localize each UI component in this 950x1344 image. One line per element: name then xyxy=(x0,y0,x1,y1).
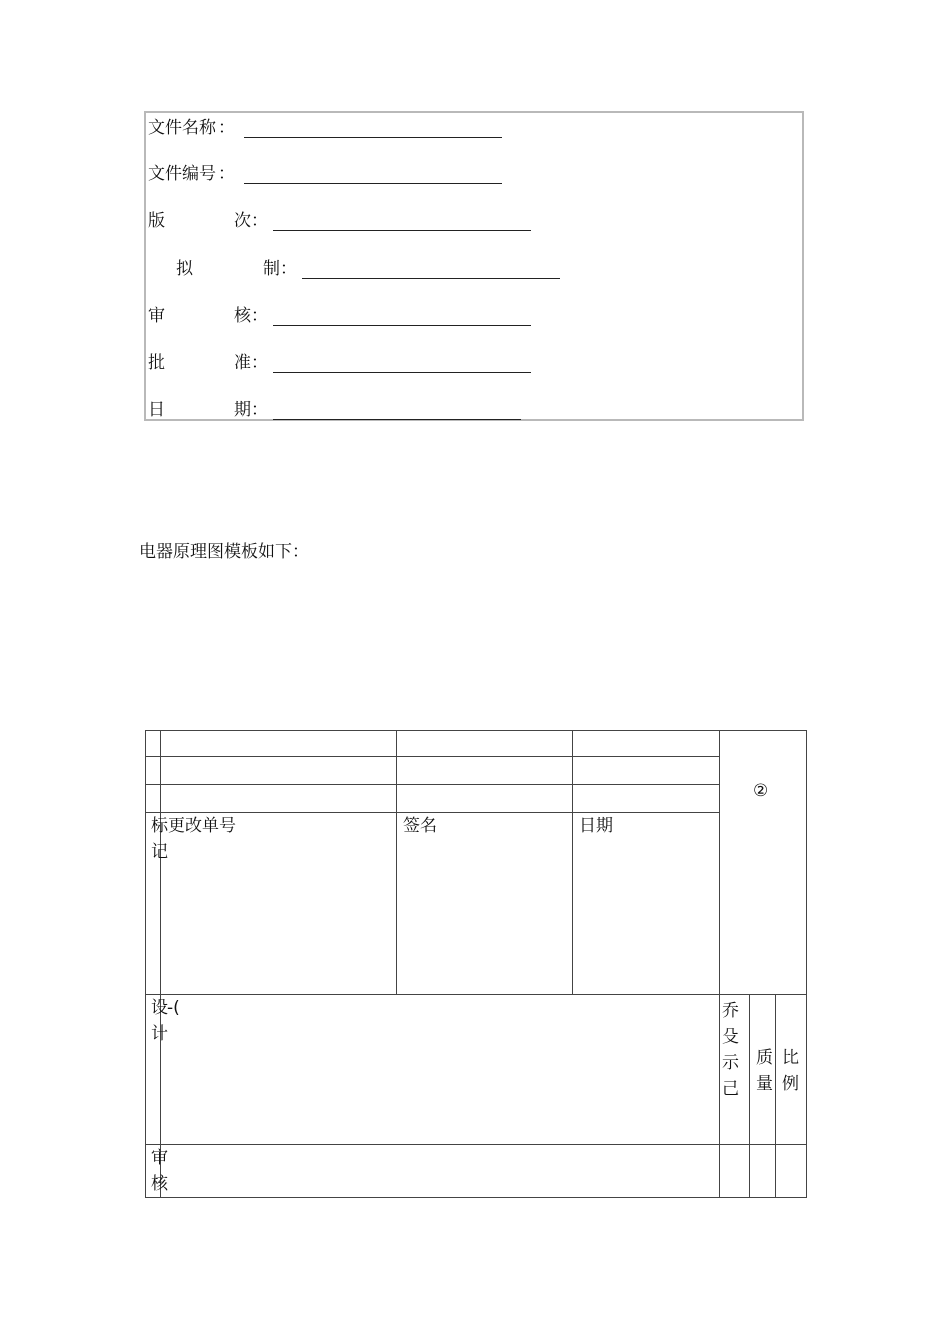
table-border-top xyxy=(145,730,807,731)
table-border-left xyxy=(145,730,146,1198)
header-signature: 签名 xyxy=(403,816,437,836)
design-label-b: 计 xyxy=(151,1024,168,1044)
review-row-label-a: 审 xyxy=(151,1148,168,1168)
review-label-a: 审 xyxy=(148,306,165,326)
table-col-line xyxy=(749,994,750,1198)
file-name-field xyxy=(148,115,788,141)
header-date: 日期 xyxy=(579,816,613,836)
file-number-label: 文件编号 xyxy=(148,164,216,184)
design-mark: -( xyxy=(167,998,180,1018)
table-row-line xyxy=(145,1144,807,1145)
review-colon: ： xyxy=(251,306,268,326)
version-label-b: 次 xyxy=(234,211,251,231)
table-row-line xyxy=(145,994,807,995)
stage-mark-vertical: 乔殳示己 xyxy=(722,1001,739,1099)
file-name-label: 文件名称 xyxy=(148,118,216,138)
drafted-by-field xyxy=(148,256,788,282)
table-col-line xyxy=(396,730,397,994)
approve-line[interactable] xyxy=(273,372,531,373)
weight-label-a: 质 xyxy=(756,1048,773,1068)
version-field xyxy=(148,208,788,234)
header-change-number: 更改单号 xyxy=(168,816,236,836)
scale-label-b: 例 xyxy=(782,1074,799,1094)
table-border-right xyxy=(806,730,807,1198)
date-line[interactable] xyxy=(273,419,521,420)
section-title: 电器原理图模板如下： xyxy=(139,542,309,562)
document-cover-box xyxy=(144,111,804,421)
header-mark-b: 记 xyxy=(151,842,168,862)
table-narrow-col-line xyxy=(160,730,161,1198)
file-number-line[interactable] xyxy=(244,183,502,184)
table-border-bottom xyxy=(145,1197,807,1198)
approve-label-a: 批 xyxy=(148,353,165,373)
review-row-label-b: 核 xyxy=(151,1174,168,1194)
table-col-line xyxy=(775,994,776,1198)
version-label-a: 版 xyxy=(148,211,165,231)
version-line[interactable] xyxy=(273,230,531,231)
drafted-by-label-a: 拟 xyxy=(176,259,193,279)
file-number-colon: ： xyxy=(218,164,235,184)
scale-label-a: 比 xyxy=(782,1048,799,1068)
file-name-line[interactable] xyxy=(244,137,502,138)
title-block-table xyxy=(145,730,807,1198)
drafted-by-label-b: 制 xyxy=(263,259,280,279)
file-number-field xyxy=(148,161,788,187)
review-label-b: 核 xyxy=(234,306,251,326)
version-colon: ： xyxy=(251,211,268,231)
table-col-line xyxy=(719,730,720,1198)
review-field xyxy=(148,303,788,329)
date-field xyxy=(148,397,788,423)
date-label-a: 日 xyxy=(148,400,165,420)
file-name-colon: ： xyxy=(218,118,235,138)
approve-label-b: 准 xyxy=(234,353,251,373)
circled-mark: ② xyxy=(753,781,769,801)
approve-colon: ： xyxy=(251,353,268,373)
table-row-line xyxy=(145,784,720,785)
header-mark-a: 标 xyxy=(151,816,168,836)
drafted-by-colon: ： xyxy=(280,259,297,279)
date-label-b: 期 xyxy=(234,400,251,420)
drafted-by-line[interactable] xyxy=(302,278,560,279)
review-line[interactable] xyxy=(273,325,531,326)
date-colon: ： xyxy=(251,400,268,420)
table-col-line xyxy=(572,730,573,994)
weight-label-b: 量 xyxy=(756,1074,773,1094)
table-row-line xyxy=(145,756,720,757)
approve-field xyxy=(148,350,788,376)
design-label-a: 设 xyxy=(151,998,168,1018)
